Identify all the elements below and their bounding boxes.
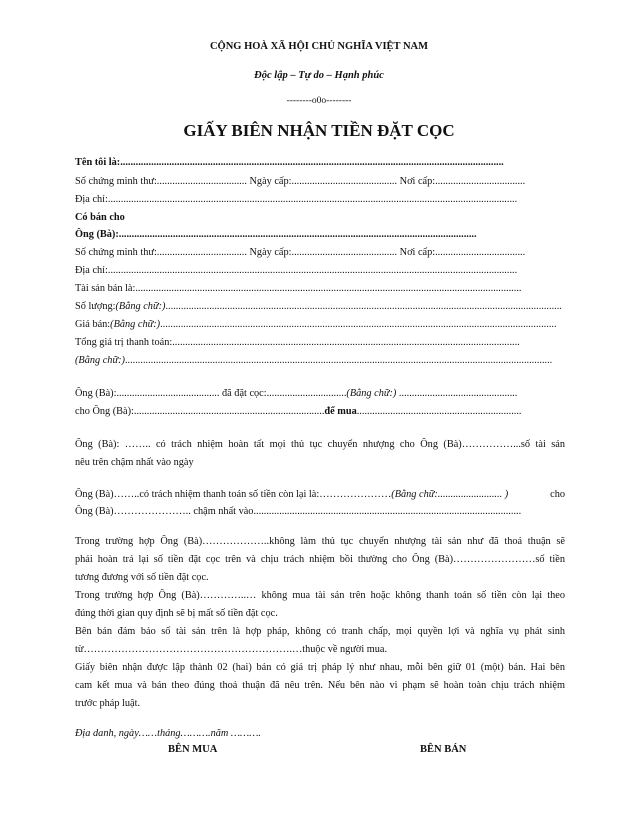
- clause-warranty-1: Bên bán đảm bảo số tài sản trên là hợp pháp, không có tranh chấp, mọi quyền lợi và nghĩa vụ phát sinh: [75, 626, 565, 637]
- deposit-text: Ông (Bà):........................................ đã đặt cọc:...............................: [75, 388, 347, 399]
- payment-words-label: (Bằng chữ:......................... ): [391, 489, 509, 500]
- clause-buyer-breach-1: Trong trường hợp Ông (Bà)…………..… không mua tài sản trên hoặc không thanh toán số tiền còn lại theo: [75, 590, 565, 601]
- total-words-line: [75, 354, 565, 367]
- document-title: GIẤY BIÊN NHẬN TIỀN ĐẶT CỌC: [183, 121, 455, 140]
- clause-buyer-breach-2: đúng thời gian quy định sẽ bị mất số tiền đặt cọc.: [75, 608, 278, 619]
- separator: --------o0o--------: [286, 96, 352, 106]
- quantity-words-label: (Bằng chữ:): [115, 301, 166, 312]
- motto: Độc lập – Tự do – Hạnh phúc: [254, 70, 384, 81]
- deposit-to-line: [75, 405, 565, 418]
- clause-copies-1: Giấy biên nhận được lập thành 02 (hai) bản có giá trị pháp lý như nhau, mỗi bên giữ 01 (một) bản. Hai bên: [75, 662, 565, 673]
- price-dots: ..........................................................................................................................................................: [160, 319, 557, 330]
- seller-id-line: Số chứng minh thư:................................... Ngày cấp:......................................... Nơi cấp:...................................: [75, 176, 526, 187]
- buyer-id-line: Số chứng minh thư:................................... Ngày cấp:......................................... Nơi cấp:...................................: [75, 247, 526, 258]
- deposit-words-label: (Bằng chữ:): [346, 388, 397, 399]
- deposit-dots: ..............................................: [396, 388, 518, 399]
- payment-for-label: cho: [550, 489, 565, 500]
- clause-seller-breach-1: Trong trường hợp Ông (Bà)………………..không làm thủ tục chuyển nhượng tài sản như đã thoả thuận sẽ: [75, 536, 565, 547]
- price-line: [75, 318, 565, 331]
- to-buy-dots: ................................................................: [356, 406, 522, 417]
- transfer-duty-line-2: nêu trên chậm nhất vào ngày: [75, 457, 194, 468]
- asset-line: Tài sản bán là:......................................................................................................................................................: [75, 283, 522, 294]
- payment-line-1: [75, 488, 565, 501]
- sold-to-label: Có bán cho: [75, 212, 125, 223]
- seller-address-line: Địa chỉ:...............................................................................................................................................................: [75, 194, 518, 205]
- price-label: Giá bán:: [75, 319, 111, 330]
- clause-copies-2: cam kết mua và bán theo đúng thoả thuận đã nêu trên. Nếu bên nào vi phạm sẽ hoàn toàn chịu trách nhiệm: [75, 680, 565, 691]
- clause-seller-breach-3: tương đương với số tiền đặt cọc.: [75, 572, 209, 583]
- place-date-line: Địa danh, ngày……tháng……….năm ……….: [75, 728, 261, 739]
- transfer-duty-line-1: Ông (Bà): …….. có trách nhiệm hoàn tất mọi thủ tục chuyển nhượng cho Ông (Bà)……………...số tài sản: [75, 439, 565, 450]
- price-words-label: (Bằng chữ:): [110, 319, 161, 330]
- deposit-to-text: cho Ông (Bà):..........................................................................: [75, 406, 325, 417]
- total-words-dots: ......................................................................................................................................................................: [124, 355, 553, 366]
- total-line: Tổng giá trị thanh toán:.......................................................................................................................................: [75, 337, 520, 348]
- total-words-label: (Bằng chữ:): [75, 355, 125, 366]
- clause-copies-3: trước pháp luật.: [75, 698, 141, 709]
- clause-seller-breach-2: phải hoàn trả lại số tiền đặt cọc trên và chịu trách nhiệm bồi thường cho Ông (Bà)……………………số tiền: [75, 554, 565, 565]
- payment-text: Ông (Bà)……..có trách nhiệm thanh toán số tiền còn lại là:…………………: [75, 489, 392, 500]
- seller-name-line: Tên tôi là:.....................................................................................................................................................: [75, 157, 504, 168]
- quantity-line: [75, 300, 565, 313]
- quantity-label: Số lượng:: [75, 301, 116, 312]
- seller-signature-label: BÊN BÁN: [420, 744, 467, 755]
- buyer-signature-label: BÊN MUA: [168, 744, 218, 755]
- payment-line-2: Ông (Bà)………………….. chậm nhất vào........................................................................................................: [75, 506, 522, 517]
- to-buy-label: để mua: [324, 406, 357, 417]
- deposit-line: [75, 387, 565, 400]
- nation-heading: CỘNG HOÀ XÃ HỘI CHỦ NGHĨA VIỆT NAM: [209, 41, 429, 52]
- clause-warranty-2: từ…………………………………………………….…thuộc về người mua.: [75, 644, 388, 655]
- buyer-name-line: Ông (Bà):...........................................................................................................................................: [75, 229, 477, 240]
- buyer-address-line: Địa chỉ:...............................................................................................................................................................: [75, 265, 518, 276]
- quantity-dots: ..........................................................................................................................................................: [165, 301, 562, 312]
